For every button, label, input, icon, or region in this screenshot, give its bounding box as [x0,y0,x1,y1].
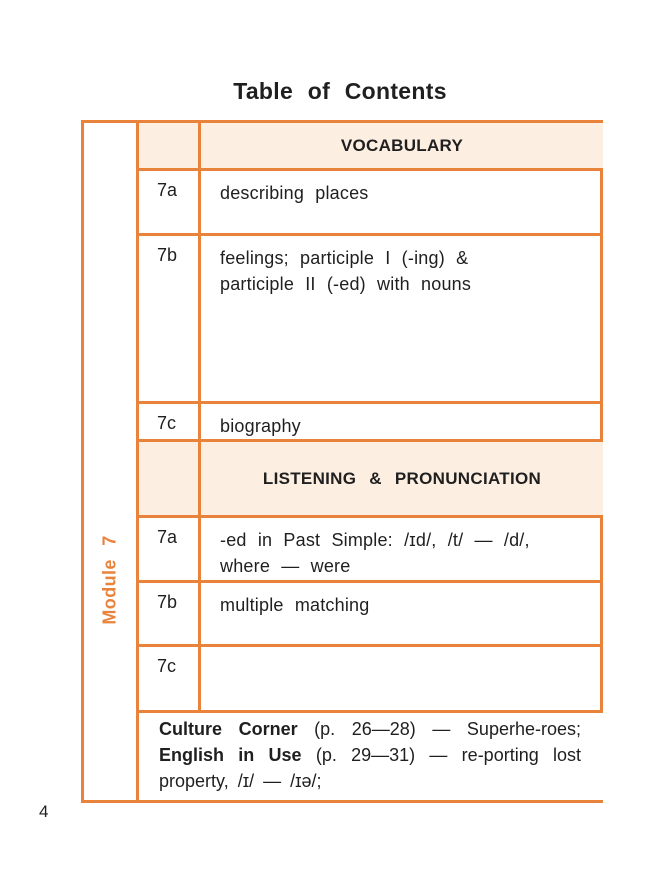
table-row [139,647,603,710]
row-number: 7c [139,404,201,439]
row-text-line: -ed in Past Simple: /ɪd/, /t/ — /d/, [220,530,530,550]
module-column [81,120,139,803]
row-text [201,171,603,233]
row-text [201,647,603,710]
row-text-line: participle II (-ed) with nouns [220,274,472,294]
header-num-cell [139,442,201,515]
module-label: Module 7 [99,535,120,625]
table-row [139,404,603,439]
row-text [201,236,603,401]
listening-header-row [139,442,603,515]
table-row [139,171,603,233]
vocabulary-header-row [139,123,603,168]
row-text [201,518,603,580]
row-number: 7a [139,518,201,580]
vocabulary-header: VOCABULARY [340,135,464,155]
row-text [201,404,603,439]
header-num-cell [139,123,201,168]
row-text-line: feelings; participle I (-ing) & [220,248,469,268]
culture-corner-text [139,710,603,803]
table-row [139,518,603,580]
row-number: 7a [139,171,201,233]
row-text-line: where — were [220,556,351,576]
row-text-line: multiple matching [220,595,370,615]
table-row [139,236,603,401]
english-in-use-pages: (p. 29—31) — re-porting lost property, /ɪ/ — /ɪə/; [159,745,581,791]
row-number: 7c [139,647,201,710]
row-number: 7b [139,236,201,401]
culture-corner-label: Culture Corner [159,719,298,739]
culture-corner-pages: (p. 26—28) — Superhe-roes; [314,719,581,739]
page-title: Table of Contents [233,78,447,104]
row-number: 7b [139,583,201,644]
contents-table [81,120,603,803]
row-text [201,583,603,644]
page-number: 4 [39,802,49,821]
table-row [139,583,603,644]
row-text-line: biography [220,416,301,436]
table-bottom-border [139,800,603,803]
row-text-line: describing places [220,183,369,203]
listening-header: LISTENING & PRONUNCIATION [262,468,542,488]
english-in-use-label: English in Use [159,745,302,765]
